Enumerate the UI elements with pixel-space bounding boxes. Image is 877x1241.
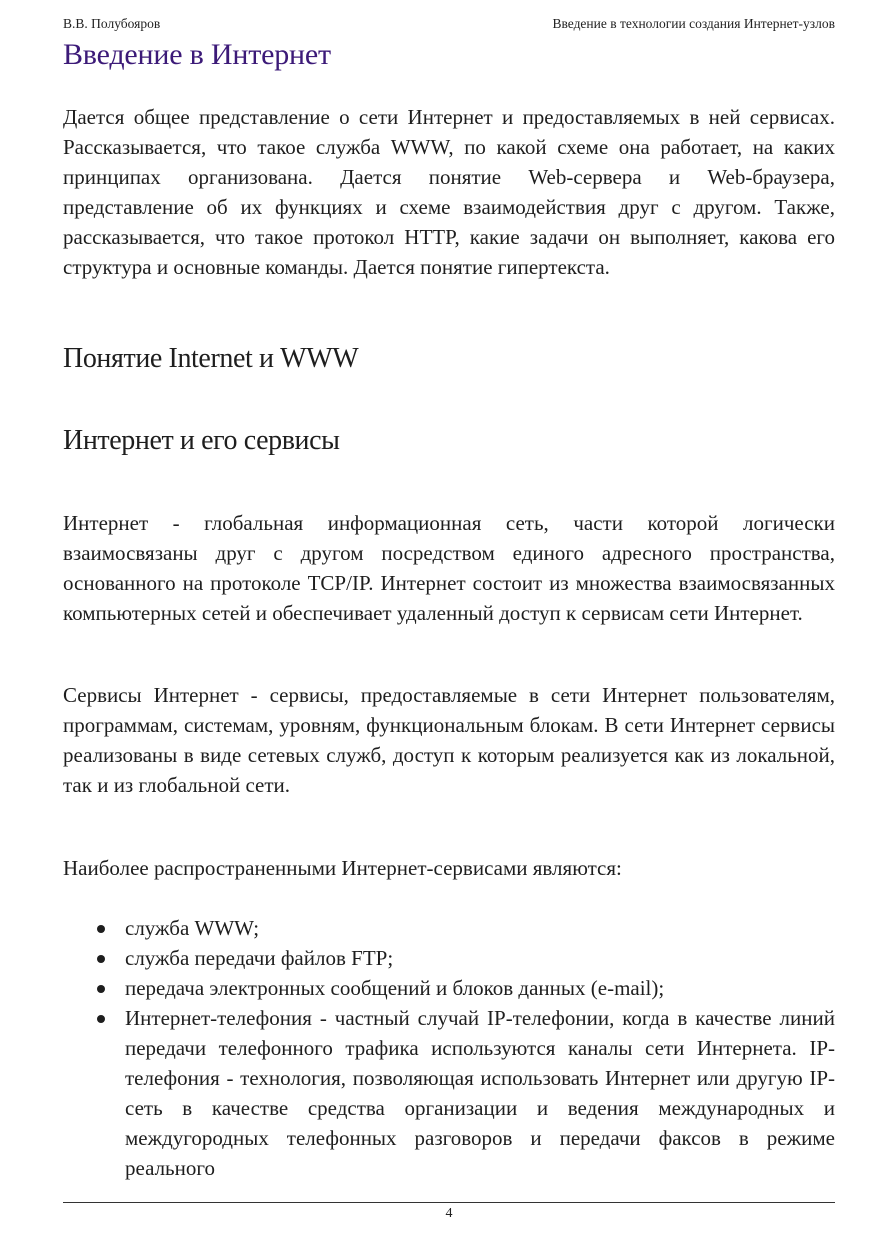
list-item-text: Интернет-телефония - частный случай IP-телефонии, когда в качестве линий передачи телефонного трафика используются каналы сети Интернета. IP-телефония - технология, позволяющая использовать Интернет или другую IP-сеть в качестве средства организации и ведения международных и междугородных телефонных разговоров и передачи факсов в режиме реального (125, 1006, 835, 1180)
document-page (63, 0, 835, 1241)
list-item-text: служба передачи файлов FTP; (125, 946, 394, 970)
footer-divider (63, 1202, 835, 1203)
chapter-title: Введение в Интернет (63, 38, 331, 71)
subsection-title: Интернет и его сервисы (63, 425, 340, 456)
paragraph-internet-definition: Интернет - глобальная информационная сеть, части которой логически взаимосвязаны друг с другом посредством единого адресного пространства, основанного на протоколе TCP/IP. Интернет состоит из множества взаимосвязанных компьютерных сетей и обеспечивает удаленный доступ к сервисам сети Интернет. (63, 511, 835, 625)
intro-paragraph: Дается общее представление о сети Интернет и предоставляемых в ней сервисах. Рассказывается, что такое служба WWW, по какой схеме она работает, на каких принципах организована. Дается понятие Web-сервера и Web-браузера, представление об их функциях и схеме взаимодействия друг с другом. Также, рассказывается, что такое протокол HTTP, какие задачи он выполняет, какова его структура и основные команды. Дается понятие гипертекста. (63, 105, 835, 279)
list-item (63, 943, 835, 973)
bullet-icon (97, 985, 105, 993)
bullet-icon (97, 955, 105, 963)
header-course-title: Введение в технологии создания Интернет-узлов (552, 16, 835, 31)
list-item (63, 1003, 835, 1183)
page-body (63, 0, 835, 1198)
bullet-icon (97, 1015, 105, 1023)
services-list (63, 913, 835, 1183)
list-item-text: передача электронных сообщений и блоков данных (e-mail); (125, 976, 665, 1000)
list-item-text: служба WWW; (125, 916, 260, 940)
paragraph-internet-services: Сервисы Интернет - сервисы, предоставляемые в сети Интернет пользователям, программам, системам, уровням, функциональным блокам. В сети Интернет сервисы реализованы в виде сетевых служб, доступ к которым реализуется как из локальной, так и из глобальной сети. (63, 683, 835, 797)
list-item (63, 913, 835, 943)
bullet-icon (97, 925, 105, 933)
list-item (63, 973, 835, 1003)
paragraph-services-intro: Наиболее распространенными Интернет-сервисами являются: (63, 856, 622, 880)
page-number: 4 (445, 1206, 453, 1221)
section-title: Понятие Internet и WWW (63, 343, 359, 374)
header-author: В.В. Полубояров (63, 16, 161, 31)
